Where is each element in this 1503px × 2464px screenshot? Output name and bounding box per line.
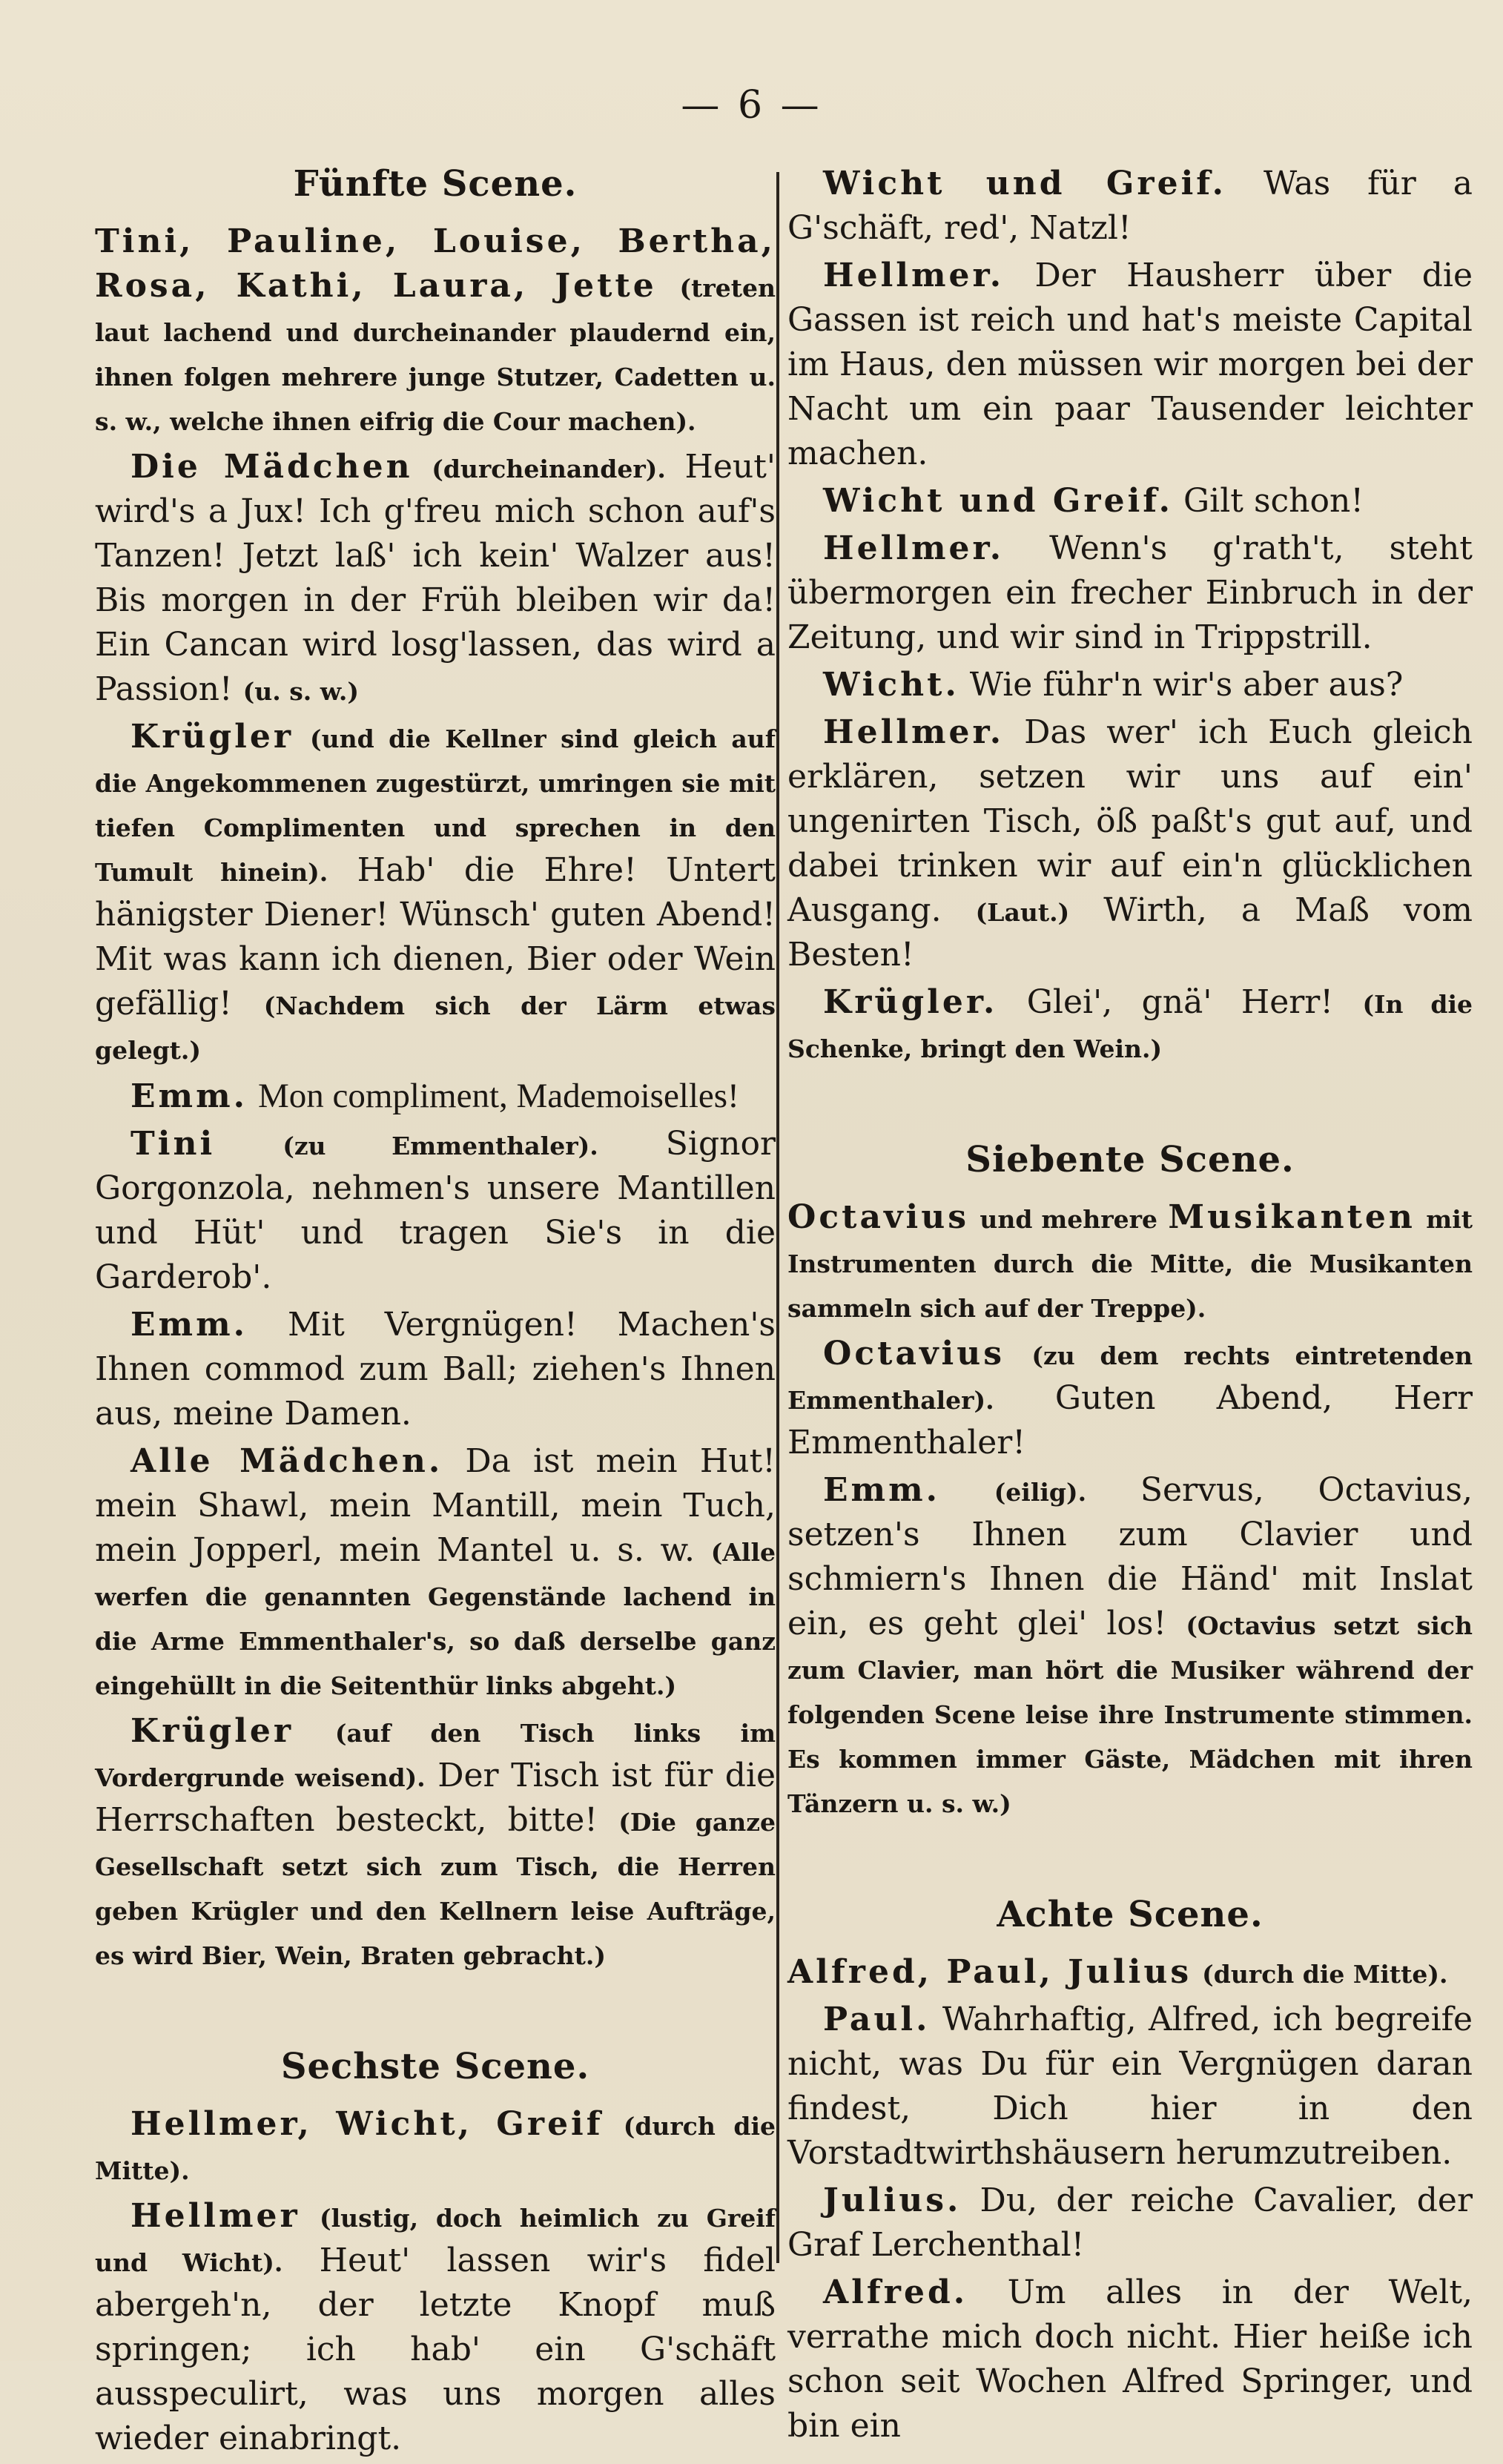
stage-direction: (auf den Tisch links im Vordergrunde weisend).	[95, 1719, 776, 1792]
dialogue-paragraph	[787, 1998, 1473, 2176]
cast-list-scene-6	[95, 2102, 776, 2191]
stage-direction: mit Instrumenten durch die Mitte, die Musikanten sammeln sich auf der Treppe).	[787, 1205, 1473, 1323]
stage-direction: (Die ganze Gesellschaft setzt sich zum Tisch, die Herren geben Krügler und den Kellnern leise Aufträge, es wird Bier, Wein, Braten gebracht.)	[95, 1808, 776, 1970]
dialogue-paragraph	[787, 2270, 1473, 2448]
scene-title-5: Fünfte Scene.	[293, 163, 578, 205]
speaker: Alfred.	[823, 2273, 968, 2311]
stage-direction: (Laut.)	[975, 898, 1070, 927]
speaker: Krügler.	[823, 983, 998, 1021]
dialogue-paragraph	[787, 1332, 1473, 1465]
cast-name: Musikanten	[1168, 1198, 1416, 1236]
left-column	[95, 162, 776, 2464]
dialogue-text: Der Tisch ist für die Herrschaften besteckt, bitte!	[95, 1757, 776, 1839]
dialogue-paragraph	[95, 1709, 776, 1976]
scene-title-8: Achte Scene.	[997, 1894, 1263, 1935]
dialogue-paragraph	[95, 715, 776, 1071]
stage-direction: (lustig, doch heimlich zu Greif und Wicht).	[95, 2204, 776, 2277]
speaker: Emm.	[131, 1077, 248, 1115]
dialogue-paragraph	[787, 980, 1473, 1069]
dialogue-paragraph	[787, 162, 1473, 251]
cast-list-scene-7	[787, 1195, 1473, 1329]
speaker: Hellmer.	[823, 529, 1005, 567]
dialogue-text: Da ist mein Hut! mein Shawl, mein Mantill, mein Tuch, mein Jopperl, mein Mantel u. s. w.	[95, 1442, 776, 1569]
column-divider	[776, 172, 779, 2263]
dialogue-text: Signor Gorgonzola, nehmen's unsere Mantillen und Hüt' und tragen Sie's in die Garderob'.	[95, 1125, 776, 1296]
stage-direction: (Octavius setzt sich zum Clavier, man hört die Musiker während der folgenden Scene leise ihre Instrumente stimmen. Es kommen immer Gäste, Mädchen mit ihren Tänzern u. s. w.)	[787, 1611, 1473, 1818]
cast-names: Hellmer, Wicht, Greif	[131, 2105, 604, 2143]
dialogue-text: Servus, Octavius, setzen's Ihnen zum Clavier und schmiern's Ihnen die Händ' mit Inslat ein, es geht glei' los!	[787, 1471, 1473, 1642]
stage-direction: (u. s. w.)	[242, 677, 359, 706]
speaker: Die Mädchen	[131, 448, 413, 486]
dialogue-paragraph	[95, 1074, 776, 1119]
speaker: Hellmer.	[823, 257, 1005, 294]
dialogue-paragraph	[787, 710, 1473, 977]
speaker: Wicht und Greif.	[823, 482, 1173, 520]
stage-direction: (zu dem rechts eintretenden Emmenthaler).	[787, 1341, 1473, 1415]
dialogue-text: Wie führ'n wir's aber aus?	[969, 666, 1404, 704]
speaker: Wicht und Greif.	[823, 165, 1226, 202]
speaker: Hellmer	[131, 2197, 300, 2235]
dialogue-text: Glei', gnä' Herr!	[1026, 983, 1334, 1021]
dialogue-text: Mit Vergnügen! Machen's Ihnen commod zum Ball; ziehen's Ihnen aus, meine Damen.	[95, 1306, 776, 1433]
dialogue-text: Was für a G'schäft, red', Natzl!	[787, 165, 1473, 247]
dialogue-paragraph	[95, 1122, 776, 1300]
speaker: Krügler	[131, 1712, 294, 1750]
scene-title-7: Siebente Scene.	[965, 1139, 1295, 1180]
speaker: Paul.	[823, 2001, 931, 2038]
dialogue-text: Heut' lassen wir's fidel abergeh'n, der letzte Knopf muß springen; ich hab' ein G'schäft ausspeculirt, was uns morgen alles wieder einabringt.	[95, 2242, 776, 2457]
dialogue-paragraph	[787, 254, 1473, 476]
cast-names: Alfred, Paul, Julius	[787, 1953, 1192, 1991]
cast-name: Octavius	[787, 1198, 969, 1236]
dialogue-paragraph	[787, 1468, 1473, 1824]
dialogue-text: Wenn's g'rath't, steht übermorgen ein frecher Einbruch in der Zeitung, und wir sind in Trippstrill.	[787, 529, 1473, 656]
speaker: Julius.	[823, 2181, 962, 2219]
dialogue-text: Das wer' ich Euch gleich erklären, setzen wir uns auf ein' ungenirten Tisch, öß paßt's gut auf, und dabei trinken wir auf ein'n glücklichen Ausgang.	[787, 713, 1473, 929]
speaker: Emm.	[823, 1471, 940, 1509]
speaker: Tini	[131, 1125, 216, 1163]
dialogue-paragraph	[95, 1303, 776, 1436]
speaker: Hellmer.	[823, 713, 1005, 751]
speaker: Emm.	[131, 1306, 248, 1344]
dialogue-paragraph	[787, 2179, 1473, 2268]
speaker: Octavius	[823, 1335, 1005, 1373]
scene-spacer	[95, 1979, 776, 2044]
speaker: Wicht.	[823, 666, 959, 704]
stage-direction: (Nachdem sich der Lärm etwas gelegt.)	[95, 991, 776, 1065]
dialogue-paragraph	[787, 479, 1473, 523]
dialogue-paragraph	[787, 663, 1473, 707]
cast-list-scene-8	[787, 1950, 1473, 1995]
dialogue-text: Guten Abend, Herr Emmenthaler!	[787, 1379, 1473, 1461]
dialogue-text: Um alles in der Welt, verrathe mich doch nicht. Hier heiße ich schon seit Wochen Alfred Springer, und bin ein	[787, 2273, 1473, 2445]
cast-list-scene-5	[95, 219, 776, 442]
dialogue-text: Gilt schon!	[1183, 482, 1364, 520]
dialogue-text: Der Hausherr über die Gassen ist reich und hat's meiste Capital im Haus, den müssen wir morgen bei der Nacht um ein paar Tausender leichter machen.	[787, 257, 1473, 472]
scene-title-6: Sechste Scene.	[280, 2046, 590, 2087]
dialogue-text: Mon compliment, Mademoiselles!	[257, 1077, 739, 1115]
stage-direction: (Alle werfen die genannten Gegenstände lachend in die Arme Emmenthaler's, so daß derselbe ganz eingehüllt in die Seitenthür links abgeht.)	[95, 1538, 776, 1700]
scene-spacer	[787, 1072, 1473, 1137]
dialogue-paragraph	[95, 445, 776, 712]
speaker: Krügler	[131, 718, 294, 756]
dialogue-paragraph	[95, 2194, 776, 2461]
stage-direction: (zu Emmenthaler).	[283, 1132, 598, 1160]
page-number: — 6 —	[681, 83, 822, 128]
stage-direction: (eilig).	[994, 1478, 1087, 1507]
scene-spacer	[787, 1827, 1473, 1892]
stage-direction: (In die Schenke, bringt den Wein.)	[787, 990, 1473, 1063]
dialogue-text: Hab' die Ehre! Untert hänigster Diener! Wünsch' guten Abend! Mit was kann ich dienen, Bier oder Wein gefällig!	[95, 851, 776, 1023]
stage-direction: (durch die Mitte).	[95, 2112, 776, 2185]
stage-direction: (und die Kellner sind gleich auf die Angekommenen zugestürzt, umringen sie mit tiefen Complimenten und sprechen in den Tumult hinein).	[95, 724, 776, 887]
dialogue-paragraph	[95, 1439, 776, 1706]
right-column	[787, 162, 1473, 2451]
cast-names: Tini, Pauline, Louise, Bertha, Rosa, Kathi, Laura, Jette	[95, 222, 776, 305]
stage-direction: (treten laut lachend und durcheinander plaudernd ein, ihnen folgen mehrere junge Stutzer, Cadetten u. s. w., welche ihnen eifrig die Cour machen).	[95, 274, 776, 436]
dialogue-text: Heut' wird's a Jux! Ich g'freu mich schon auf's Tanzen! Jetzt laß' ich kein' Walzer aus! Bis morgen in der Früh bleiben wir da! Ein Cancan wird losg'lassen, das wird a Passion!	[95, 448, 776, 708]
stage-direction: (durcheinander).	[432, 455, 666, 483]
dialogue-text: Wahrhaftig, Alfred, ich begreife nicht, was Du für ein Vergnügen daran findest, Dich hier in den Vorstadtwirthshäusern herumzutreiben.	[787, 2001, 1473, 2172]
speaker: Alle Mädchen.	[131, 1442, 443, 1480]
stage-direction: und mehrere	[980, 1205, 1158, 1234]
dialogue-paragraph	[787, 526, 1473, 660]
stage-direction: (durch die Mitte).	[1202, 1960, 1448, 1989]
dialogue-text: Du, der reiche Cavalier, der Graf Lerchenthal!	[787, 2181, 1473, 2264]
dialogue-text: Wirth, a Maß vom Besten!	[787, 891, 1473, 974]
